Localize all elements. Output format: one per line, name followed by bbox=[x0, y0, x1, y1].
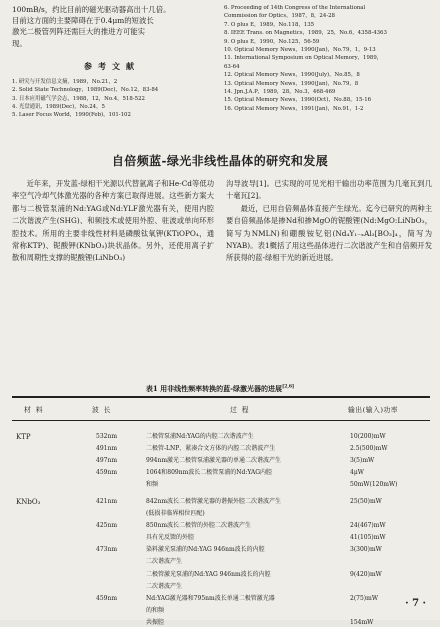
reference-item: 3. 日本应用磁气学会志，1988，12，No.4，518-522 bbox=[12, 95, 145, 102]
reference-item: 15. Optical Memory News，1990(Oct)，No.88，15-16 bbox=[224, 97, 372, 104]
table-caption-ref: [2,6] bbox=[282, 384, 295, 390]
cell-process: 染料激光泵浦的Nd:YAG 946nm波长的内腔 bbox=[146, 546, 265, 553]
cell-process: 具有光反馈的外腔 bbox=[146, 534, 195, 541]
cell-power: 9(420)mW bbox=[350, 571, 382, 578]
cell-wavelength: 491nm bbox=[96, 445, 118, 452]
cell-process: Nd:YAG激光器和795nm波长单通二极管激光器 bbox=[146, 595, 275, 602]
cell-process: 二极管泵浦Nd:YAG的内腔二次谐波产生 bbox=[146, 433, 254, 440]
reference-item: 11. International Symposium on Optical Memory，1989， bbox=[224, 55, 383, 62]
reference-item: 16. Optical Memory News，1991(Jan)，No.91，1-2 bbox=[224, 105, 364, 112]
top-right-column bbox=[224, 4, 432, 113]
references-title: 参考文献 bbox=[84, 60, 140, 71]
reference-item: 7. O plus E，1989，No.118，135 bbox=[224, 21, 315, 28]
cell-process: 994nm激光二极管泵浦激光器的单通二次谐波产生 bbox=[146, 457, 282, 464]
table-caption bbox=[0, 384, 440, 394]
reference-item: 8. IEEE Trans. on Magnetics，1989，25，No.6，4358-4363 bbox=[224, 30, 387, 37]
header-output-power: 输出(输入)功率 bbox=[348, 406, 399, 414]
cell-material: KNbO₃ bbox=[16, 498, 41, 506]
body-right-column bbox=[226, 178, 432, 265]
cell-material: KTP bbox=[16, 433, 31, 441]
reference-item: 10. Optical Memory News，1990(Jan)，No.79，1，9-13 bbox=[224, 47, 376, 54]
cell-power: 154mW bbox=[350, 619, 374, 626]
reference-item: 12. Optical Memory News，1990(July)，No.85，8 bbox=[224, 72, 360, 79]
cell-wavelength: 425nm bbox=[96, 522, 118, 529]
header-material: 材料 bbox=[24, 406, 48, 414]
body-paragraph: 近年来，开发蓝-绿相干光源以代替氩离子和He-Cd等低功率空气冷却气体激光器的各种方案已取得进展。这些新方案大都与二极管泵浦的Nd:YAG或Nd:YLF激光器有关，使用内腔二次谐波产生(SHG)、和频技术或使用外腔、驻波或单向环形腔技术。所用的主要非线性材料是磷酸钛氧钾(KTiOPO₄，通常称KTP)、铌酸钾(KNbO₃)块状晶体。另外，还使用离子扩散和周期性支撑的铌酸锂(LiNbO₃) bbox=[12, 179, 214, 263]
reference-item: 5. Laser Focus World，1990(Feb)，101-102 bbox=[12, 112, 131, 119]
cell-power: 2(75)mW bbox=[350, 595, 378, 602]
reference-item: 9. O plus E，1990，No.125，56-59 bbox=[224, 38, 320, 45]
cell-process: 842nm波长二极管激光器的谐振外腔二次谐波产生 bbox=[146, 498, 282, 505]
text-line: 现。 bbox=[12, 38, 27, 48]
reference-item: Commission for Optics，1987，8，24-28 bbox=[224, 13, 335, 20]
reference-item: 1. 研究与开发信息文摘，1989，No.21，2 bbox=[12, 79, 118, 86]
reference-item: 2. Solid State Technology，1989(Dec)，No.12，83-84 bbox=[12, 87, 159, 94]
cell-power: 41(105)mW bbox=[350, 534, 386, 541]
cell-power: 10(200)mW bbox=[350, 433, 386, 440]
cell-process: 二极管激光泵浦的Nd:YAG 946nm波长的内腔 bbox=[146, 571, 271, 578]
cell-process: 1064和809nm波长二极管泵浦的Nd:YAG内腔 bbox=[146, 469, 273, 476]
cell-process: 共振腔 bbox=[146, 619, 165, 626]
cell-power: 4μW bbox=[350, 469, 364, 476]
reference-item: 13. Optical Memory News，1990(Jan)，No.79，8 bbox=[224, 80, 359, 87]
header-process: 过程 bbox=[230, 406, 254, 414]
text-line: 100mB/s，约比目前的磁光驱动器高出十几倍。 bbox=[12, 5, 171, 14]
cell-process: 二次谐波产生 bbox=[146, 583, 183, 590]
table-top-rule bbox=[12, 396, 430, 398]
reference-item: 6. Proceeding of 14th Congress of the International bbox=[224, 5, 366, 11]
cell-process: (低损非临界相位匹配) bbox=[146, 510, 205, 517]
cell-process: 的和频 bbox=[146, 607, 165, 614]
body-paragraph: 最近，已用自倍频晶体直接产生绿光。迄今已研究的两种主要自倍频晶体是掺Nd和掺MgO的铌酸锂(Nd:MgO:LiNbO₃，简写为NMLN)和硼酸铵钇铝(Nd₄Y₁₋ₓAl₃[BO₃]₄，简写为NYAB)。表1概括了用这些晶体进行二次谐波产生和自倍频开发所获得的蓝-绿相干光的新近进展。 bbox=[226, 203, 432, 263]
page-number: · 7 · bbox=[405, 598, 426, 609]
cell-power: 25(50)mW bbox=[350, 498, 382, 505]
cell-power: 3(5)mW bbox=[350, 457, 375, 464]
cell-wavelength: 473nm bbox=[96, 546, 118, 553]
body-paragraph: 沟导波导[1]。已实现的可见光相干输出功率范围为几毫瓦到几十毫瓦[2]。 bbox=[226, 179, 432, 201]
text-line: 激光二极管列阵还需巨大的推进方可能实 bbox=[12, 27, 146, 37]
cell-wavelength: 421nm bbox=[96, 498, 118, 505]
cell-process: 850nm波长二极管的外腔二次谐波产生 bbox=[146, 522, 252, 529]
cell-power: 50mW(120mW) bbox=[350, 481, 398, 488]
cell-process: 二次谐波产生 bbox=[146, 558, 183, 565]
body-left-column bbox=[12, 178, 214, 265]
table-caption-text: 表1 用非线性频率转换的蓝-绿激光器的进展 bbox=[145, 384, 283, 393]
top-left-column bbox=[12, 4, 212, 120]
cell-power: 3(300)mW bbox=[350, 546, 382, 553]
cell-wavelength: 497nm bbox=[96, 457, 118, 464]
cell-process: 二极管-LNP、紧凑合文方体的内腔二次谐波产生 bbox=[146, 445, 276, 452]
header-wavelength: 波长 bbox=[92, 406, 116, 414]
article-title: 自倍频蓝-绿光非线性晶体的研究和发展 bbox=[111, 154, 329, 168]
cell-power: 24(467)mW bbox=[350, 522, 386, 529]
cell-wavelength: 459nm bbox=[96, 595, 118, 602]
reference-item: 14. Jpn.J.A.P，1989，28，No.3，468-469 bbox=[224, 89, 336, 96]
text-line: 目前这方面的主要障碍在于0.4μm的短波长 bbox=[12, 16, 154, 26]
cell-process: 和频 bbox=[146, 481, 159, 488]
cell-power: 2.5(500)mW bbox=[350, 445, 388, 452]
table-header-rule bbox=[12, 420, 430, 421]
reference-item: 63-64 bbox=[224, 63, 240, 70]
cell-wavelength: 532nm bbox=[96, 433, 118, 440]
reference-item: 4. 光盘通讯，1989(Dec)，No.24，5 bbox=[12, 103, 105, 110]
cell-wavelength: 459nm bbox=[96, 469, 118, 476]
